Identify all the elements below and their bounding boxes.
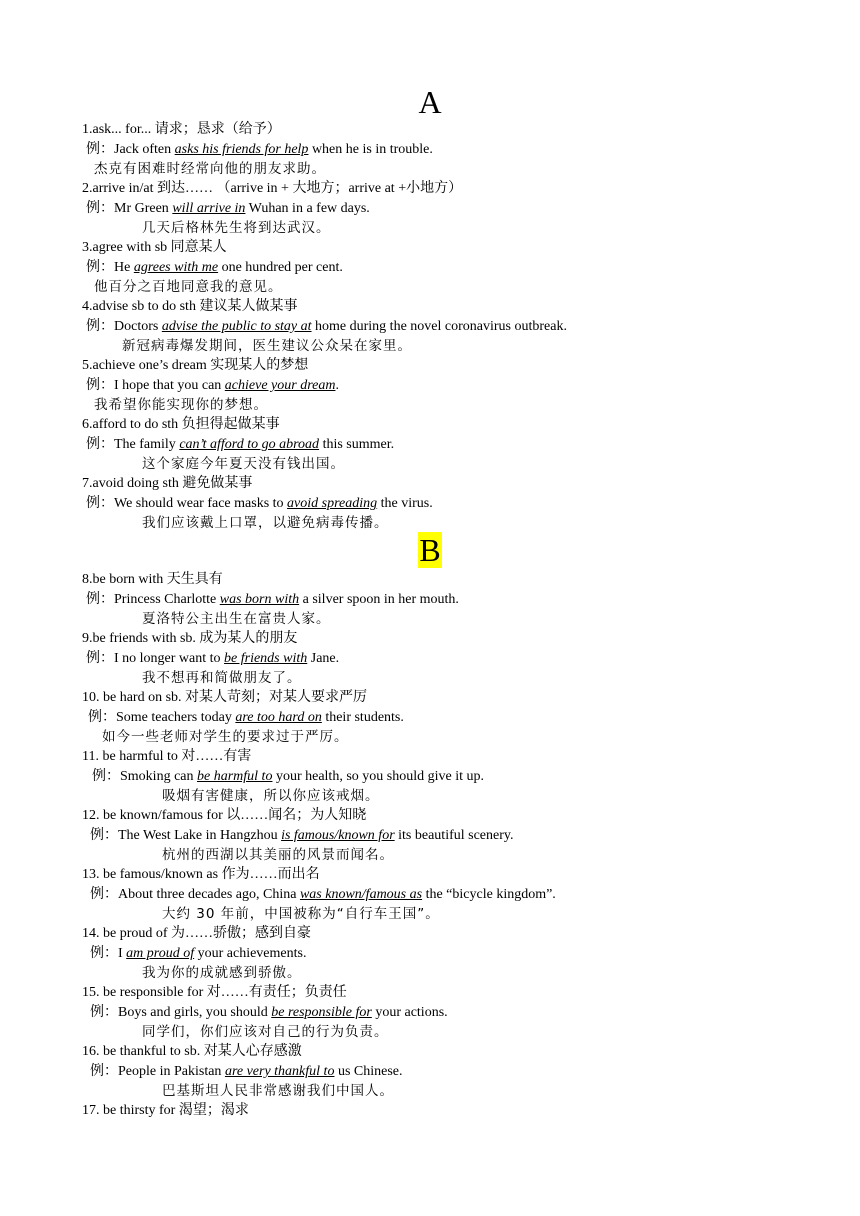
entry-translation: 杭州的西湖以其美丽的风景而闻名。 [162, 847, 394, 863]
entry-phrase: 4.advise sb to do sth 建议某人做某事 [82, 299, 298, 314]
example-text: 例：I no longer want to [86, 651, 225, 666]
example-key-phrase: avoid spreading [287, 496, 378, 511]
entry-phrase: 6.afford to do sth 负担得起做某事 [82, 417, 280, 432]
entry-translation: 他百分之百地同意我的意见。 [94, 279, 283, 295]
entry-example [86, 650, 339, 667]
entry-translation: 我们应该戴上口罩，以避免病毒传播。 [142, 515, 389, 531]
entry-example [90, 1063, 403, 1080]
entry-translation: 我希望你能实现你的梦想。 [94, 397, 268, 413]
example-text: their students. [321, 710, 404, 725]
entry-phrase: 13. be famous/known as 作为……而出名 [82, 867, 320, 882]
entry-phrase: 5.achieve one’s dream 实现某人的梦想 [82, 358, 309, 373]
entry-phrase: 17. be thirsty for 渴望；渴求 [82, 1103, 249, 1118]
example-text: your health, so you should give it up. [272, 769, 484, 784]
entry-example [86, 591, 459, 608]
entry-phrase: 2.arrive in/at 到达…… （arrive in + 大地方；arrive at +小地方） [82, 181, 463, 196]
example-text: 例：The family [86, 437, 180, 452]
example-text: 例：Some teachers today [88, 710, 236, 725]
entry-example [90, 827, 514, 844]
example-text: home during the novel coronavirus outbreak. [311, 319, 567, 334]
entry-example [90, 1004, 448, 1021]
example-key-phrase: asks his friends for help [174, 142, 309, 157]
entry-translation: 夏洛特公主出生在富贵人家。 [142, 611, 331, 627]
entry-example [86, 318, 567, 335]
section-heading-a [0, 84, 860, 120]
entry-example [86, 377, 339, 394]
example-text: its beautiful scenery. [394, 828, 514, 843]
example-key-phrase: agrees with me [133, 260, 219, 275]
example-text: Jane. [307, 651, 340, 666]
example-key-phrase: are too hard on [235, 710, 322, 725]
entry-example [86, 436, 394, 453]
example-text: 例：I [90, 946, 127, 961]
example-text: 例：Smoking can [92, 769, 197, 784]
entry-phrase: 10. be hard on sb. 对某人苛刻；对某人要求严厉 [82, 690, 368, 705]
entry-phrase: 3.agree with sb 同意某人 [82, 240, 227, 255]
example-text: 例：Jack often [86, 142, 175, 157]
entry-phrase: 7.avoid doing sth 避免做某事 [82, 476, 253, 491]
entry-example [86, 495, 433, 512]
example-text: 例：About three decades ago, China [90, 887, 300, 902]
example-text: your achievements. [194, 946, 307, 961]
example-text: 例：Boys and girls, you should [90, 1005, 272, 1020]
example-key-phrase: can’t afford to go abroad [179, 437, 320, 452]
entry-translation: 新冠病毒爆发期间，医生建议公众呆在家里。 [122, 338, 412, 354]
entry-example [92, 768, 484, 785]
example-text: 例：Princess Charlotte [86, 592, 220, 607]
example-key-phrase: was born with [219, 592, 300, 607]
example-key-phrase: achieve your dream [224, 378, 336, 393]
example-text: Wuhan in a few days. [245, 201, 370, 216]
entry-translation: 这个家庭今年夏天没有钱出国。 [142, 456, 345, 472]
section-letter: B [419, 532, 441, 568]
example-text: 例：Doctors [86, 319, 162, 334]
example-key-phrase: is famous/known for [281, 828, 395, 843]
example-key-phrase: be responsible for [271, 1005, 372, 1020]
example-key-phrase: be friends with [224, 651, 308, 666]
entry-translation: 巴基斯坦人民非常感谢我们中国人。 [162, 1083, 394, 1099]
entry-phrase: 9.be friends with sb. 成为某人的朋友 [82, 631, 298, 646]
entry-phrase: 1.ask... for... 请求；恳求（给予） [82, 122, 281, 137]
example-text: this summer. [319, 437, 395, 452]
entry-example [90, 886, 556, 903]
example-text: 例：Mr Green [86, 201, 173, 216]
entry-phrase: 16. be thankful to sb. 对某人心存感激 [82, 1044, 302, 1059]
example-key-phrase: advise the public to stay at [161, 319, 312, 334]
example-text: the “bicycle kingdom”. [422, 887, 556, 902]
entry-translation: 杰克有困难时经常向他的朋友求助。 [94, 161, 326, 177]
entry-translation: 几天后格林先生将到达武汉。 [142, 220, 331, 236]
entry-example [88, 709, 404, 726]
example-text: 例：I hope that you can [86, 378, 225, 393]
entry-phrase: 8.be born with 天生具有 [82, 572, 223, 587]
example-key-phrase: are very thankful to [224, 1064, 335, 1079]
entry-example [86, 259, 343, 276]
entry-phrase: 12. be known/famous for 以……闻名；为人知晓 [82, 808, 367, 823]
example-text: when he is in trouble. [308, 142, 433, 157]
example-key-phrase: will arrive in [172, 201, 246, 216]
entry-example [90, 945, 306, 962]
example-key-phrase: was known/famous as [299, 887, 423, 902]
example-text: your actions. [371, 1005, 448, 1020]
entry-translation: 大约 30 年前，中国被称为“自行车王国”。 [162, 906, 440, 922]
entry-example [86, 200, 370, 217]
example-key-phrase: am proud of [126, 946, 195, 961]
example-text: 例：We should wear face masks to [86, 496, 288, 511]
example-text: the virus. [377, 496, 433, 511]
example-text: a silver spoon in her mouth. [299, 592, 459, 607]
example-text: 例：The West Lake in Hangzhou [90, 828, 282, 843]
entry-translation: 吸烟有害健康，所以你应该戒烟。 [162, 788, 380, 804]
entry-translation: 我不想再和简做朋友了。 [142, 670, 302, 686]
example-text: . [335, 378, 339, 393]
example-text: one hundred per cent. [218, 260, 343, 275]
example-text: us Chinese. [334, 1064, 403, 1079]
section-letter: A [418, 84, 442, 120]
section-heading-b [0, 532, 860, 568]
entry-phrase: 15. be responsible for 对……有责任；负责任 [82, 985, 347, 1000]
entry-phrase: 11. be harmful to 对……有害 [82, 749, 252, 764]
example-text: 例：He [86, 260, 134, 275]
entry-translation: 我为你的成就感到骄傲。 [142, 965, 302, 981]
entry-translation: 同学们，你们应该对自己的行为负责。 [142, 1024, 389, 1040]
example-text: 例：People in Pakistan [90, 1064, 225, 1079]
entry-translation: 如今一些老师对学生的要求过于严厉。 [102, 729, 349, 745]
entry-phrase: 14. be proud of 为……骄傲；感到自豪 [82, 926, 312, 941]
example-key-phrase: be harmful to [197, 769, 273, 784]
entry-example [86, 141, 433, 158]
